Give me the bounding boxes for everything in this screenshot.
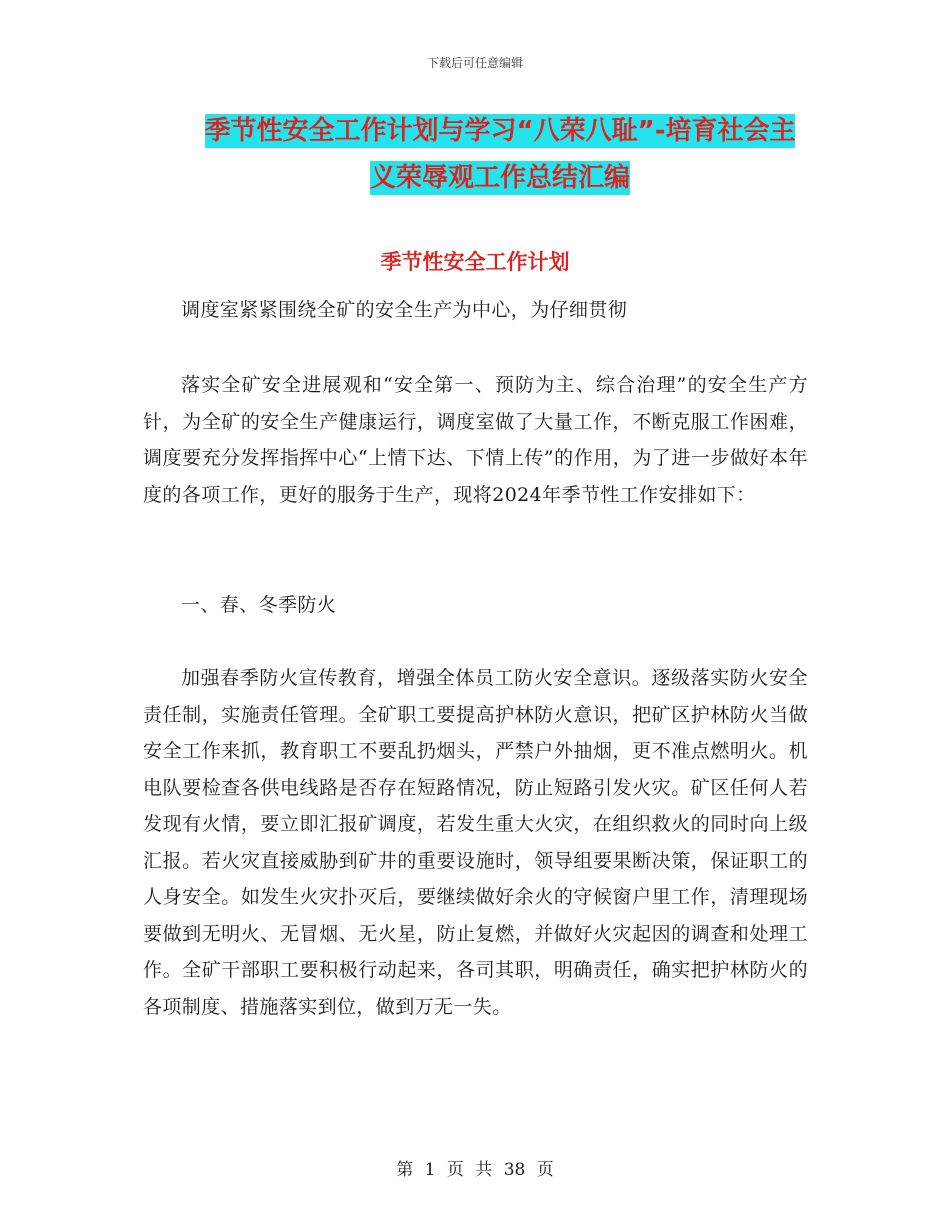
document-title (150, 108, 850, 202)
document-title-line2: 义荣辱观工作总结汇编 (369, 163, 630, 193)
paragraph-fire-prevention: 加强春季防火宣传教育，增强全体员工防火安全意识。逐级落实防火安全责任制，实施责任管理。全矿职工要提高护林防火意识，把矿区护林防火当做安全工作来抓，教育职工不要乱扔烟头，严禁户外抽烟，更不准点燃明火。机电队要检查各供电线路是否存在短路情况，防止短路引发火灾。矿区任何人若发现有火情，要立即汇报矿调度，若发生重大火灾，在组织救火的同时向上级汇报。若火灾直接威胁到矿井的重要设施时，领导组要果断决策，保证职工的人身安全。如发生火灾扑灭后，要继续做好余火的守候窗户里工作，清理现场要做到无明火、无冒烟、无火星，防止复燃，并做好火灾起因的调查和处理工作。全矿干部职工要积极行动起来，各司其职，明确责任，确实把护林防火的各项制度、措施落实到位，做到万无一失。 (143, 667, 808, 1018)
page-footer: 第 1 页 共 38 页 (396, 1160, 554, 1180)
page-header: 下载后可任意编辑 (426, 56, 523, 70)
heading-spring-winter-fire: 一、春、冬季防火 (181, 594, 337, 616)
paragraph-intro: 调度室紧紧围绕全矿的安全生产为中心，为仔细贯彻 (181, 299, 628, 321)
document-title-line1: 季节性安全工作计划与学习“八荣八耻”-培育社会主 (204, 116, 796, 146)
section-title: 季节性安全工作计划 (380, 250, 570, 274)
paragraph-policy: 落实全矿安全进展观和“安全第一、预防为主、综合治理”的安全生产方针，为全矿的安全生产健康运行，调度室做了大量工作，不断克服工作困难，调度要充分发挥指挥中心“上情下达、下情上传”的作用，为了进一步做好本年度的各项工作，更好的服务于生产，现将2024年季节性工作安排如下： (143, 374, 808, 506)
